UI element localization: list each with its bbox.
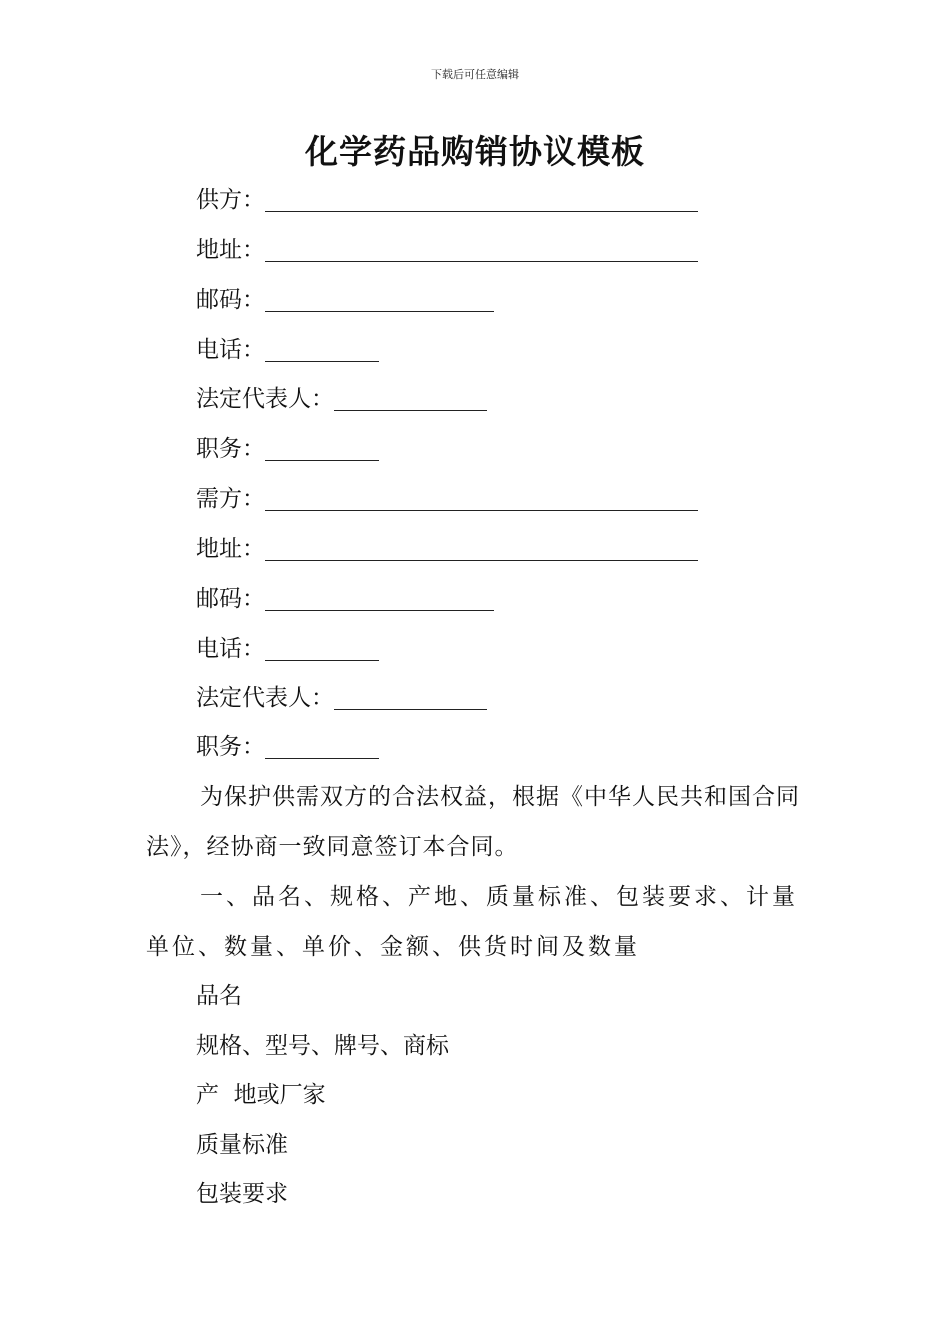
buyer-position-label: 职务： — [196, 734, 265, 760]
buyer-position-field — [196, 729, 379, 765]
supplier-postcode-label: 邮码： — [196, 287, 265, 313]
document-title: 化学药品购销协议模板 — [305, 132, 645, 171]
buyer-postcode-label: 邮码： — [196, 586, 265, 612]
supplier-party-blank[interactable] — [265, 185, 698, 212]
supplier-address-label: 地址： — [196, 237, 265, 263]
buyer-legal-rep-blank[interactable] — [334, 683, 487, 710]
item-origin: 产 地或厂家 — [196, 1082, 326, 1108]
item-quality: 质量标准 — [196, 1132, 288, 1158]
header-note: 下载后可任意编辑 — [431, 68, 519, 81]
buyer-party-label: 需方： — [196, 486, 265, 512]
supplier-phone-label: 电话： — [196, 337, 265, 363]
buyer-address-field — [196, 531, 698, 567]
supplier-party-label: 供方： — [196, 187, 265, 213]
supplier-postcode-field — [196, 282, 494, 318]
clause-1-paragraph: 一、品名、规格、产地、质量标准、包装要求、计量单位、数量、单价、金额、供货时间及数量 — [146, 884, 798, 960]
supplier-phone-blank[interactable] — [265, 335, 379, 362]
supplier-position-label: 职务： — [196, 436, 265, 462]
buyer-party-field — [196, 481, 698, 517]
buyer-party-blank[interactable] — [265, 484, 698, 511]
supplier-party-field — [196, 182, 698, 218]
supplier-phone-field — [196, 332, 379, 368]
buyer-postcode-field — [196, 581, 494, 617]
buyer-postcode-blank[interactable] — [265, 584, 494, 611]
supplier-address-blank[interactable] — [265, 235, 698, 262]
buyer-phone-blank[interactable] — [265, 634, 379, 661]
intro-paragraph: 为保护供需双方的合法权益，根据《中华人民共和国合同法》，经协商一致同意签订本合同。 — [146, 784, 800, 860]
item-packaging: 包装要求 — [196, 1181, 288, 1207]
buyer-address-blank[interactable] — [265, 534, 698, 561]
item-spec: 规格、型号、牌号、商标 — [196, 1033, 449, 1059]
supplier-postcode-blank[interactable] — [265, 285, 494, 312]
buyer-phone-label: 电话： — [196, 636, 265, 662]
supplier-legal-rep-label: 法定代表人： — [196, 386, 334, 412]
supplier-address-field — [196, 232, 698, 268]
buyer-phone-field — [196, 631, 379, 667]
supplier-position-blank[interactable] — [265, 434, 379, 461]
buyer-legal-rep-label: 法定代表人： — [196, 685, 334, 711]
supplier-legal-rep-blank[interactable] — [334, 384, 487, 411]
supplier-legal-rep-field — [196, 381, 487, 417]
item-name: 品名 — [196, 983, 242, 1009]
buyer-position-blank[interactable] — [265, 732, 379, 759]
buyer-legal-rep-field — [196, 680, 487, 716]
supplier-position-field — [196, 431, 379, 467]
buyer-address-label: 地址： — [196, 536, 265, 562]
